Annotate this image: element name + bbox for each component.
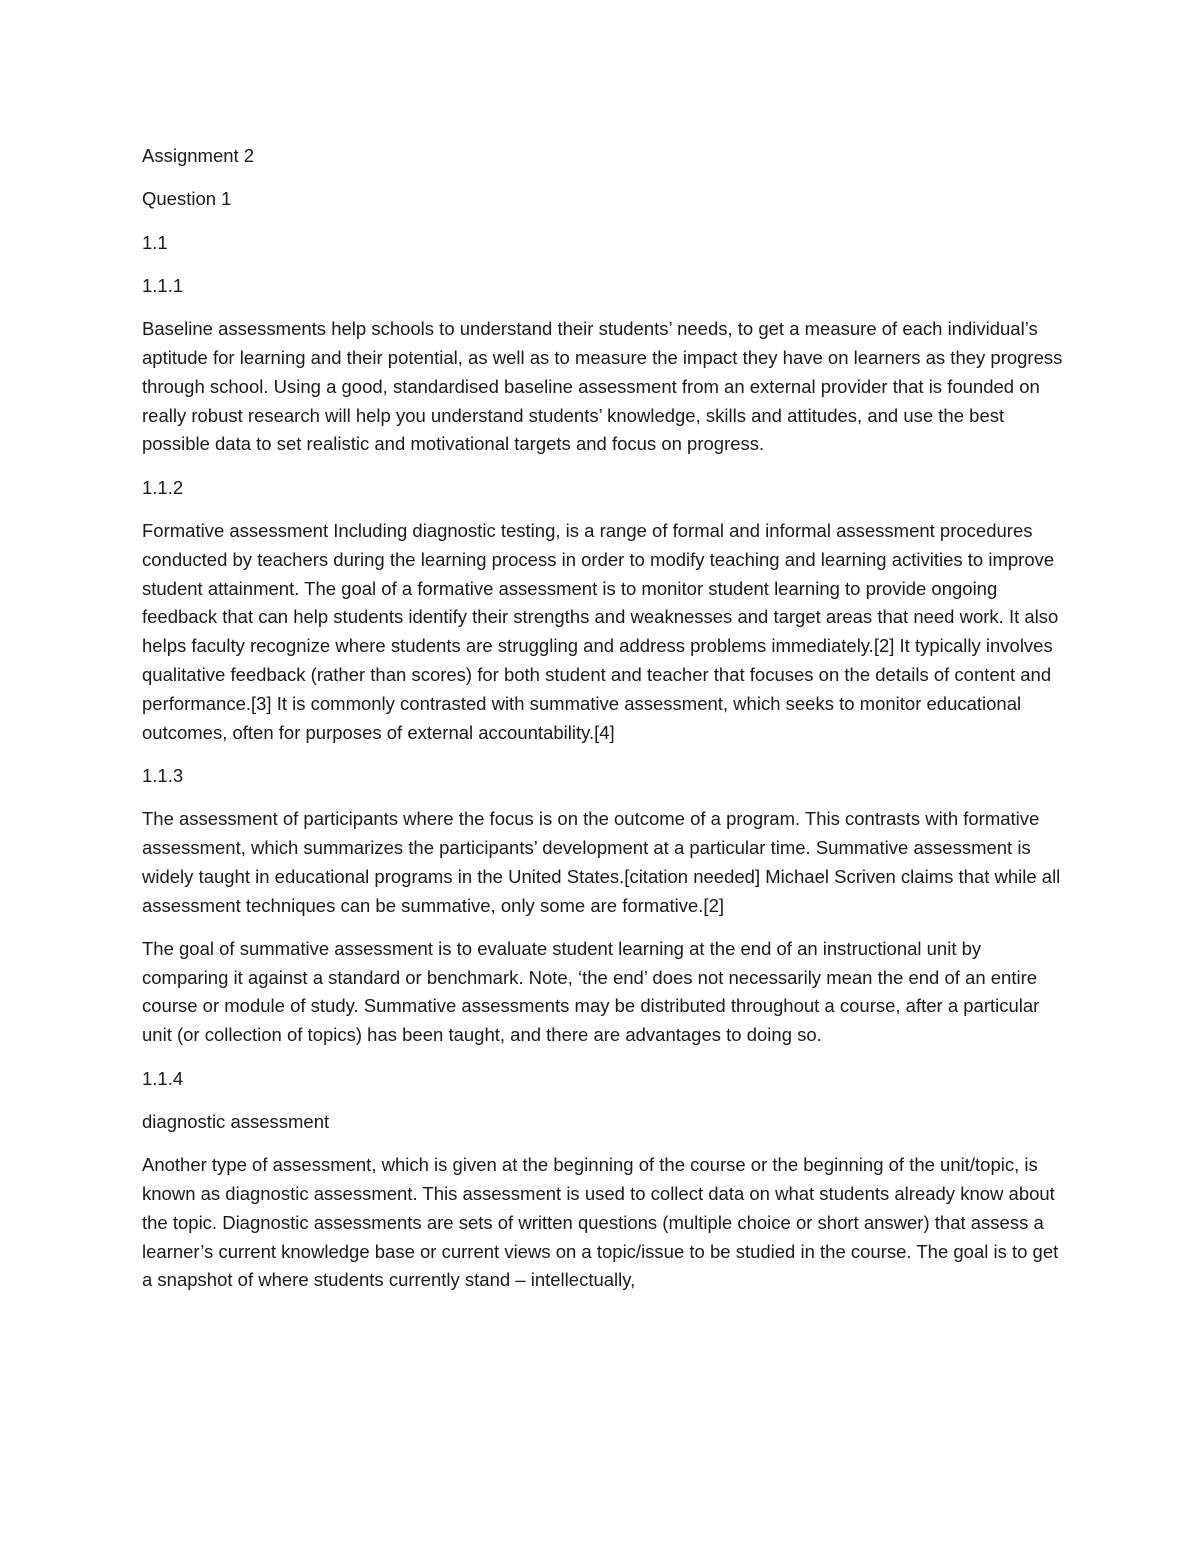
paragraph-baseline-assessment: Baseline assessments help schools to understand their students’ needs, to get a measure of each individual’s aptitude for learning and their potential, as well as to measure the impact they have on learners as they progress through school. Using a good, standardised baseline assessment from an external provider that is founded on really robust research will help you understand students’ knowledge, skills and attitudes, and use the best possible data to set realistic and motivational targets and focus on progress. — [142, 318, 1063, 455]
subsection-heading-1-1-4: 1.1.4 — [142, 1067, 184, 1089]
subsection-heading-1-1-2: 1.1.2 — [142, 476, 184, 498]
subsection-heading-1-1-3: 1.1.3 — [142, 764, 184, 786]
question-heading: Question 1 — [142, 188, 232, 210]
document-body — [142, 142, 1064, 1310]
document-title: Assignment 2 — [142, 145, 255, 166]
paragraph-summative-assessment: The assessment of participants where the focus is on the outcome of a program. This contrasts with formative assessment, which summarizes the participants’ development at a particular time. Summative assessment is widely taught in educational programs in the United States.[citation needed] Michael Scriven claims that while all assessment techniques can be summative, only some are formative.[2] — [142, 808, 1061, 916]
paragraph-summative-goal: The goal of summative assessment is to evaluate student learning at the end of an instructional unit by comparing it against a standard or benchmark. Note, ‘the end’ does not necessarily mean the end of an entire course or module of study. Summative assessments may be distributed throughout a course, after a particular unit (or collection of topics) has been taught, and there are advantages to doing so. — [142, 937, 1040, 1046]
subsection-subheading-diagnostic: diagnostic assessment — [142, 1110, 330, 1132]
paragraph-formative-assessment: Formative assessment Including diagnostic testing, is a range of formal and informal assessment procedures conducted by teachers during the learning process in order to modify teaching and learning activities to improve student attainment. The goal of a formative assessment is to monitor student learning to provide ongoing feedback that can help students identify their strengths and weaknesses and target areas that need work. It also helps faculty recognize where students are struggling and address problems immediately.[2] It typically involves qualitative feedback (rather than scores) for both student and teacher that focuses on the details of content and performance.[3] It is commonly contrasted with summative assessment, which seeks to monitor educational outcomes, often for purposes of external accountability.[4] — [142, 519, 1059, 743]
section-heading: 1.1 — [142, 231, 168, 253]
subsection-heading-1-1-1: 1.1.1 — [142, 274, 184, 296]
paragraph-diagnostic-assessment: Another type of assessment, which is given at the beginning of the course or the beginning of the unit/topic, is known as diagnostic assessment. This assessment is used to collect data on what students already know about the topic. Diagnostic assessments are sets of written questions (multiple choice or short answer) that assess a learner’s current knowledge base or current views on a topic/issue to be studied in the course. The goal is to get a snapshot of where students currently stand – intellectually, — [142, 1154, 1059, 1291]
